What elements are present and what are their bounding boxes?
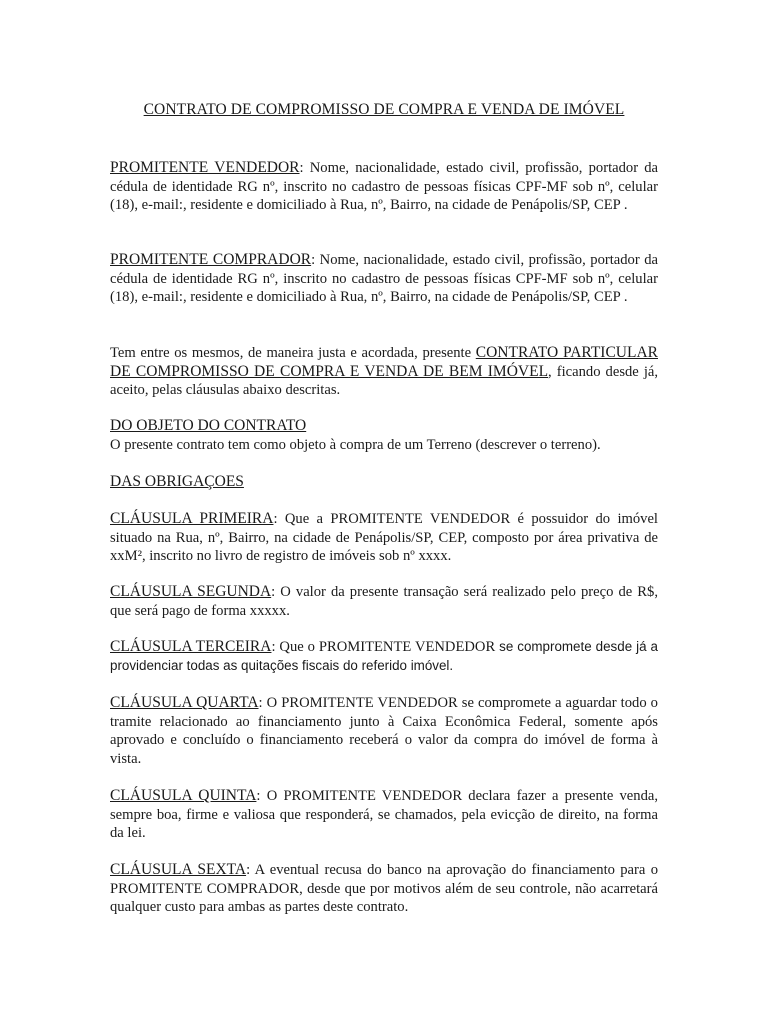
clausula-sexta	[110, 861, 658, 917]
clausula-sexta-text: : A eventual recusa do banco na aprovação do financiamento para o PROMITENTE COMPRADOR, desde que por motivos além de seu controle, não acarretará qualquer custo para ambas as partes deste contrato.	[110, 862, 658, 915]
clausula-primeira-text: : Que a PROMITENTE VENDEDOR é possuidor do imóvel situado na Rua, nº, Bairro, na cidade de Penápolis/SP, CEP, composto por área privativa de xxM², inscrito no livro de registro de imóveis sob nº xxxx.	[110, 511, 658, 564]
clausula-quinta	[110, 787, 658, 843]
clausula-quinta-text: : O PROMITENTE VENDEDOR declara fazer a presente venda, sempre boa, firme e valiosa que responderá, se chamados, pela evicção de direito, na forma da lei.	[110, 788, 658, 841]
paragraph-promitente-vendedor	[110, 159, 658, 215]
obrigacoes-heading-block	[110, 473, 658, 492]
promitente-vendedor-text: : Nome, nacionalidade, estado civil, profissão, portador da cédula de identidade RG nº, inscrito no cadastro de pessoas físicas CPF-MF sob nº, celular (18), e-mail:, residente e domiciliado à Rua, nº, Bairro, na cidade de Penápolis/SP, CEP .	[110, 160, 659, 213]
objeto-heading: DO OBJETO DO CONTRATO	[110, 417, 307, 434]
clausula-quarta	[110, 694, 658, 768]
clausula-quinta-label: CLÁUSULA QUINTA	[110, 787, 257, 804]
clausula-primeira-label: CLÁUSULA PRIMEIRA	[110, 510, 274, 527]
intro-text-before: Tem entre os mesmos, de maneira justa e acordada, presente	[110, 345, 476, 361]
clausula-segunda-label: CLÁUSULA SEGUNDA	[110, 583, 272, 600]
document-title: CONTRATO DE COMPROMISSO DE COMPRA E VENDA DE IMÓVEL	[143, 101, 625, 118]
promitente-comprador-text: : Nome, nacionalidade, estado civil, profissão, portador da cédula de identidade RG nº, inscrito no cadastro de pessoas físicas CPF-MF sob nº, celular (18), e-mail:, residente e domiciliado à Rua, nº, Bairro, na cidade de Penápolis/SP, CEP .	[110, 252, 659, 305]
intro-text-after: , ficando desde já, aceito, pelas cláusulas abaixo descritas.	[110, 363, 658, 398]
promitente-comprador-label: PROMITENTE COMPRADOR	[110, 251, 312, 268]
paragraph-promitente-comprador	[110, 251, 658, 307]
clausula-terceira-label: CLÁUSULA TERCEIRA	[110, 638, 272, 655]
clausula-quarta-label: CLÁUSULA QUARTA	[110, 694, 259, 711]
clausula-terceira	[110, 638, 658, 675]
promitente-vendedor-label: PROMITENTE VENDEDOR	[110, 159, 300, 176]
objeto-text: O presente contrato tem como objeto à compra de um Terreno (descrever o terreno).	[110, 436, 601, 453]
clausula-segunda-text: : O valor da presente transação será realizado pelo preço de R$, que será pago de forma xxxxx.	[110, 584, 658, 619]
clausula-segunda	[110, 583, 658, 620]
clausula-terceira-text-b: se compromete desde já a providenciar todas as quitações fiscais do referido imóvel.	[110, 639, 658, 673]
section-objeto	[110, 417, 658, 454]
clausula-terceira-text-a: : Que o PROMITENTE VENDEDOR	[271, 639, 500, 655]
clausula-primeira	[110, 510, 658, 566]
intro-contract-emphasis: CONTRATO PARTICULAR DE COMPROMISSO DE COMPRA E VENDA DE BEM IMÓVEL	[110, 344, 658, 380]
paragraph-intro	[110, 344, 658, 400]
clausula-quarta-text: : O PROMITENTE VENDEDOR se compromete a aguardar todo o tramite relacionado ao financiamento junto à Caixa Econômica Federal, somente após aprovado e concluído o financiamento receberá o valor da compra do imóvel de forma à vista.	[110, 695, 658, 767]
clausula-sexta-label: CLÁUSULA SEXTA	[110, 861, 247, 878]
obrigacoes-heading: DAS OBRIGAÇOES	[110, 473, 244, 490]
